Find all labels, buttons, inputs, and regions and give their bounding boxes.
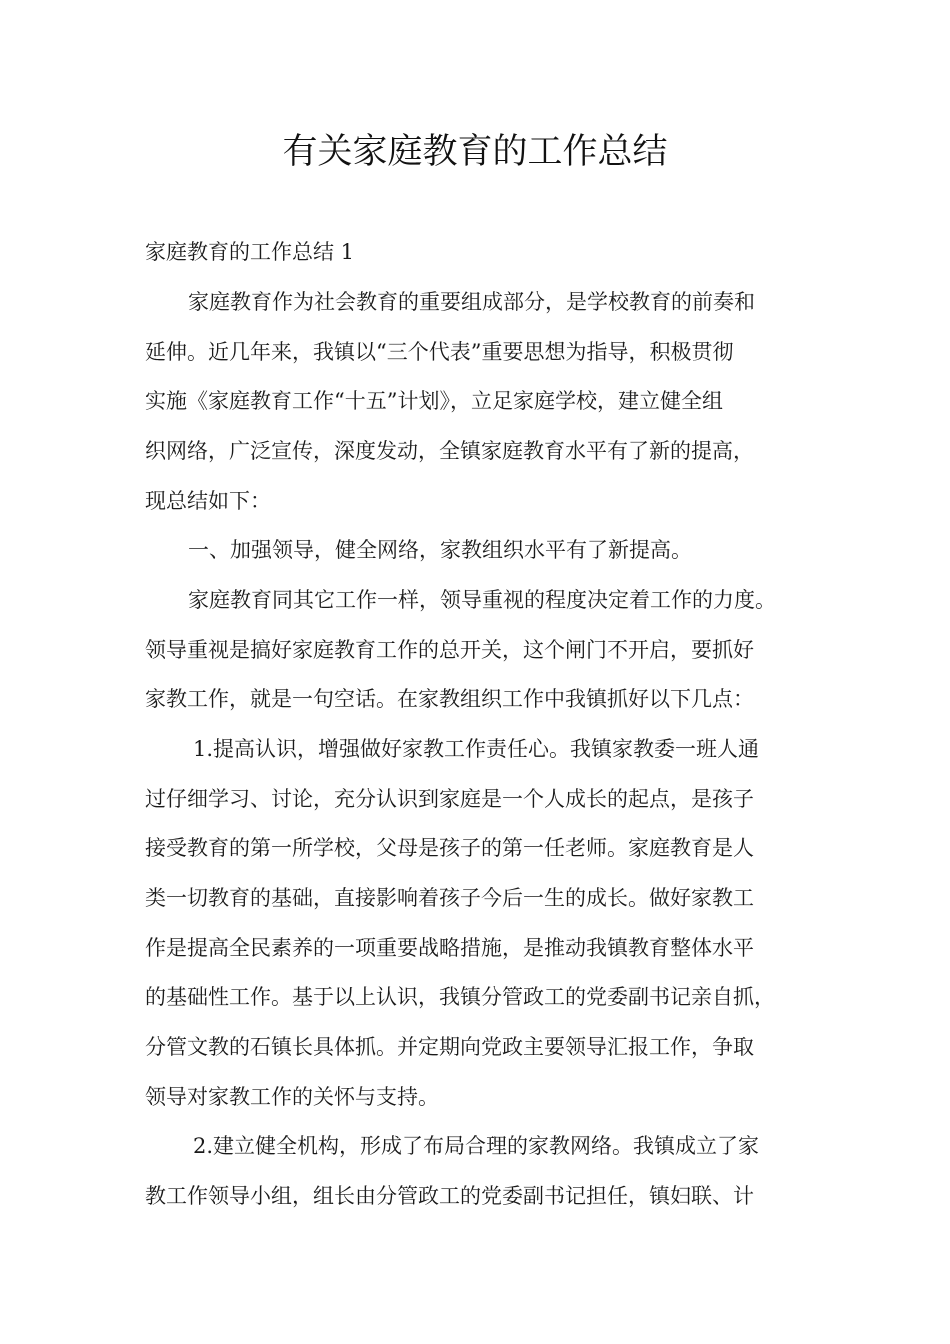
- paragraph-line: 家庭教育作为社会教育的重要组成部分，是学校教育的前奏和: [188, 290, 755, 314]
- paragraph-line: 类一切教育的基础，直接影响着孩子今后一生的成长。做好家教工: [145, 886, 754, 910]
- paragraph-line: 教工作领导小组，组长由分管政工的党委副书记担任，镇妇联、计: [145, 1184, 754, 1208]
- subheading-line: 一、加强领导，健全网络，家教组织水平有了新提高。: [188, 538, 692, 562]
- section-heading: 家庭教育的工作总结 1: [145, 240, 355, 264]
- paragraph-line: 延伸。近几年来，我镇以“三个代表”重要思想为指导，积极贯彻: [145, 340, 734, 364]
- paragraph-line: 2.建立健全机构，形成了布局合理的家教网络。我镇成立了家: [193, 1134, 760, 1158]
- paragraph-line: 现总结如下：: [145, 489, 271, 513]
- paragraph-line: 实施《家庭教育工作“十五”计划》，立足家庭学校，建立健全组: [145, 389, 723, 413]
- paragraph-line: 作是提高全民素养的一项重要战略措施，是推动我镇教育整体水平: [145, 936, 754, 960]
- paragraph-line: 领导重视是搞好家庭教育工作的总开关，这个闸门不开启，要抓好: [145, 638, 754, 662]
- paragraph-line: 织网络，广泛宣传，深度发动，全镇家庭教育水平有了新的提高，: [145, 439, 754, 463]
- document-title: 有关家庭教育的工作总结: [282, 132, 668, 172]
- paragraph-line: 家庭教育同其它工作一样，领导重视的程度决定着工作的力度。: [188, 588, 776, 612]
- paragraph-line: 过仔细学习、讨论，充分认识到家庭是一个人成长的起点，是孩子: [145, 787, 754, 811]
- paragraph-line: 接受教育的第一所学校，父母是孩子的第一任老师。家庭教育是人: [145, 836, 754, 860]
- paragraph-line: 分管文教的石镇长具体抓。并定期向党政主要领导汇报工作，争取: [145, 1035, 754, 1059]
- paragraph-line: 领导对家教工作的关怀与支持。: [145, 1085, 439, 1109]
- paragraph-line: 家教工作，就是一句空话。在家教组织工作中我镇抓好以下几点：: [145, 687, 754, 711]
- paragraph-line: 1.提高认识，增强做好家教工作责任心。我镇家教委一班人通: [193, 737, 760, 761]
- paragraph-line: 的基础性工作。基于以上认识，我镇分管政工的党委副书记亲自抓，: [145, 985, 775, 1009]
